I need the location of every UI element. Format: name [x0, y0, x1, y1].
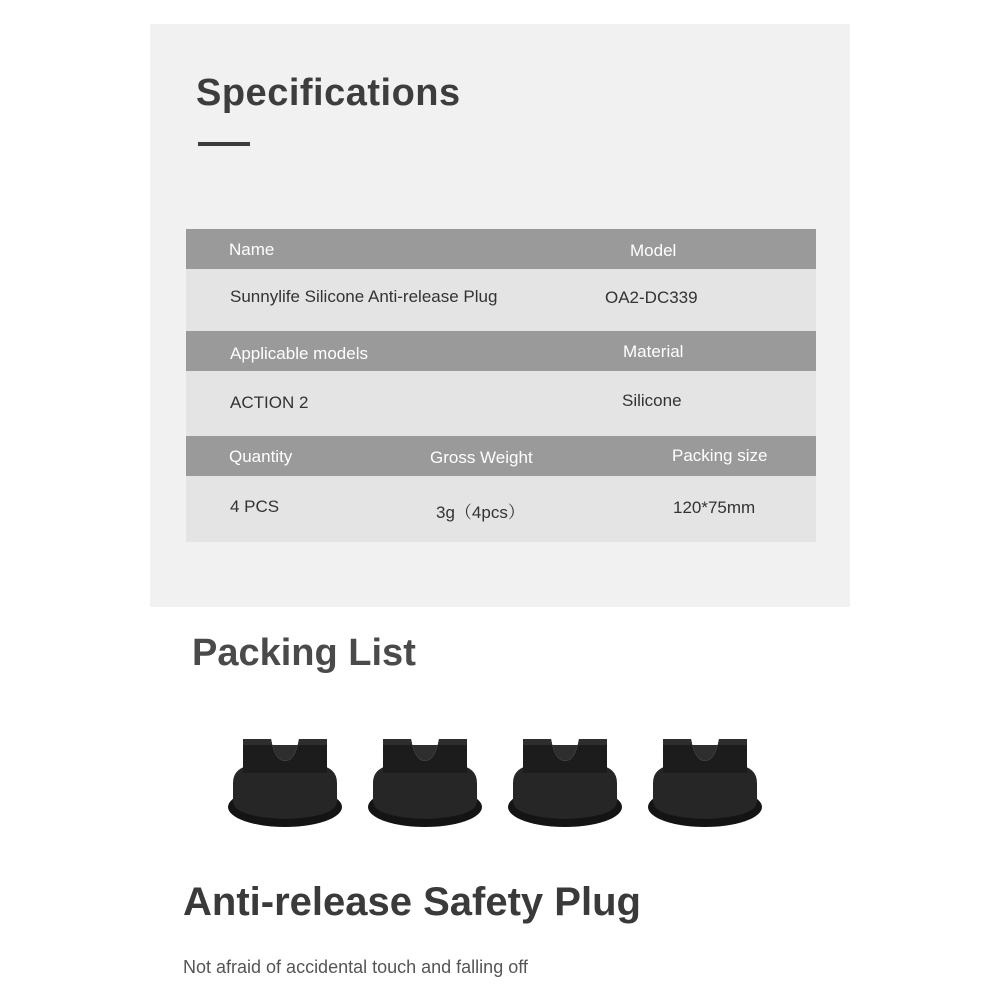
- silicone-plug-image: [365, 735, 485, 831]
- specifications-title: Specifications: [196, 72, 461, 114]
- table-row: [186, 371, 816, 436]
- silicone-plug-image: [505, 735, 625, 831]
- packing-list-title: Packing List: [192, 632, 416, 674]
- value-model: OA2-DC339: [605, 288, 698, 307]
- header-gross-weight: Gross Weight: [430, 448, 533, 467]
- feature-subtitle: Not afraid of accidental touch and falling off: [183, 957, 528, 977]
- header-quantity: Quantity: [229, 447, 293, 466]
- value-applicable-models: ACTION 2: [230, 393, 309, 412]
- table-header-row: [186, 229, 816, 269]
- table-header-row: [186, 436, 816, 476]
- value-name: Sunnylife Silicone Anti-release Plug: [230, 287, 498, 306]
- feature-title: Anti-release Safety Plug: [183, 880, 641, 924]
- header-name: Name: [229, 240, 275, 259]
- value-packing-size: 120*75mm: [673, 498, 756, 517]
- specifications-table: [186, 229, 816, 542]
- header-applicable-models: Applicable models: [230, 344, 368, 363]
- table-row: [186, 476, 816, 542]
- packing-list-products: [225, 735, 785, 835]
- header-model: Model: [630, 241, 677, 260]
- title-underline: [198, 142, 250, 146]
- table-header-row: [186, 331, 816, 371]
- silicone-plug-image: [225, 735, 345, 831]
- value-gross-weight: 3g（4pcs）: [436, 503, 525, 522]
- header-packing-size: Packing size: [672, 446, 768, 465]
- value-material: Silicone: [622, 391, 682, 410]
- specifications-panel: [150, 24, 850, 607]
- table-row: [186, 269, 816, 331]
- silicone-plug-image: [645, 735, 765, 831]
- value-quantity: 4 PCS: [230, 497, 280, 516]
- header-material: Material: [623, 342, 684, 361]
